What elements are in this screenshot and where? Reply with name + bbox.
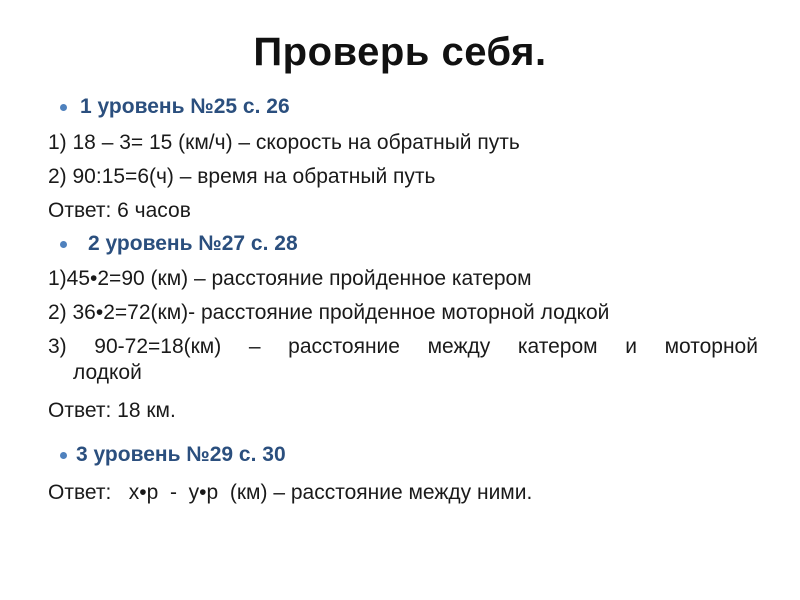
level3-answer: Ответ: х•р - у•р (км) – расстояние между ними. xyxy=(48,481,533,504)
level2-step1: 1)45•2=90 (км) – расстояние пройденное катером xyxy=(48,267,532,290)
level2-heading: 2 уровень №27 с. 28 xyxy=(88,232,298,255)
step3-word: расстояние xyxy=(288,335,400,358)
bullet-icon xyxy=(60,241,67,248)
bullet-icon xyxy=(60,104,67,111)
level1-answer: Ответ: 6 часов xyxy=(48,199,191,222)
level2-step3-line xyxy=(48,334,758,360)
level1-heading: 1 уровень №25 с. 26 xyxy=(80,95,290,118)
step3-word: 3) xyxy=(48,335,67,358)
bullet-icon xyxy=(60,452,67,459)
level1-step1: 1) 18 – 3= 15 (км/ч) – скорость на обратный путь xyxy=(48,131,520,154)
step3-word: между xyxy=(427,335,491,358)
step3-word: катером xyxy=(517,335,598,358)
step3-word: – xyxy=(248,335,261,358)
step3-word: и xyxy=(625,335,637,358)
level2-step3 xyxy=(48,334,758,386)
step3-word: 90-72=18(км) xyxy=(94,335,222,358)
level2-step3-continuation: лодкой xyxy=(73,361,142,384)
slide-title: Проверь себя. xyxy=(253,30,547,74)
level1-step2: 2) 90:15=6(ч) – время на обратный путь xyxy=(48,165,436,188)
level3-heading: 3 уровень №29 с. 30 xyxy=(76,443,286,466)
level2-step2: 2) 36•2=72(км)- расстояние пройденное моторной лодкой xyxy=(48,301,610,324)
level2-answer: Ответ: 18 км. xyxy=(48,399,176,422)
step3-word: моторной xyxy=(664,335,758,358)
